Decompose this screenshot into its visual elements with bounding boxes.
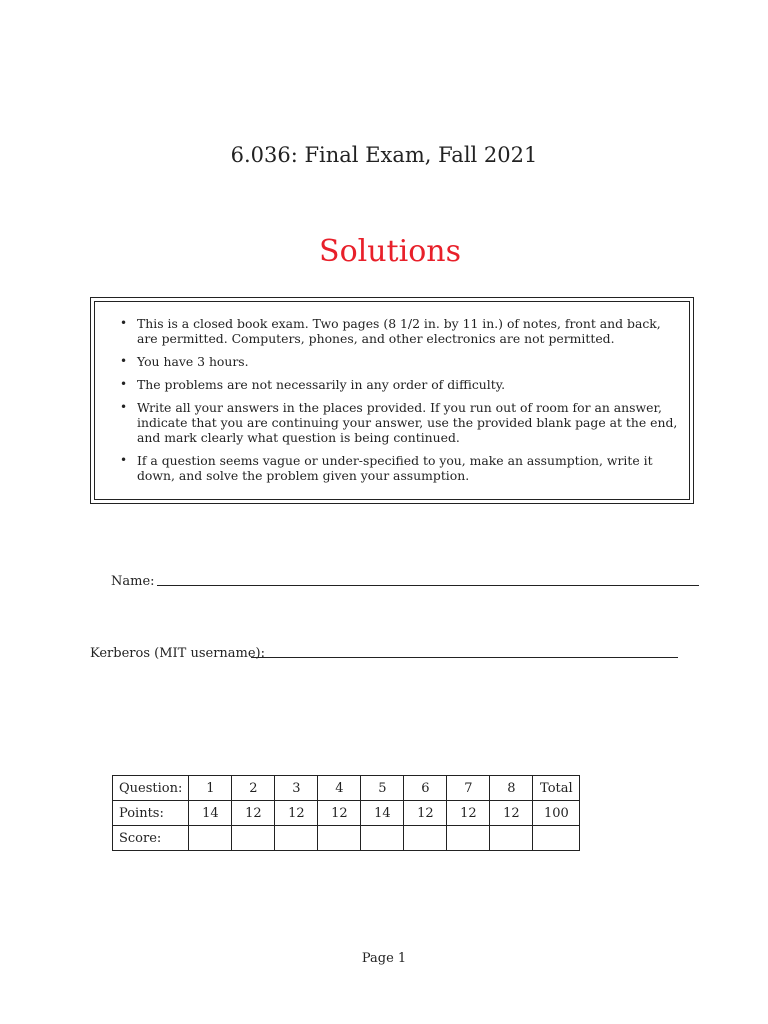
question-number: 3 [275,776,318,801]
points-value: 12 [232,801,275,826]
points-value: 14 [361,801,404,826]
bullet-icon: • [120,316,128,330]
instruction-text: Write all your answers in the places provided. If you run out of room for an answer, indicate that you are continuing your answer, use the provided blank page at the end, and mark clearly what question is being continued. [137,400,678,445]
score-cell[interactable] [361,826,404,851]
points-value: 12 [318,801,361,826]
score-cell[interactable] [404,826,447,851]
instruction-text: This is a closed book exam. Two pages (8 1/2 in. by 11 in.) of notes, front and back, are permitted. Computers, phones, and other electronics are not permitted. [137,316,661,346]
score-cell[interactable] [275,826,318,851]
row-header-points: Points: [113,801,189,826]
kerberos-field-line[interactable] [251,657,678,658]
question-row [113,776,580,801]
question-number: 5 [361,776,404,801]
question-number: 7 [447,776,490,801]
score-total-cell[interactable] [533,826,580,851]
row-header-question: Question: [113,776,189,801]
instruction-item [120,354,685,369]
points-total: 100 [533,801,580,826]
question-number: 1 [189,776,232,801]
score-cell[interactable] [232,826,275,851]
instruction-item [120,400,685,445]
score-table [112,775,580,851]
question-number: 6 [404,776,447,801]
bullet-icon: • [120,377,128,391]
instructions-list [120,316,685,491]
question-number: 2 [232,776,275,801]
score-cell[interactable] [189,826,232,851]
points-value: 12 [404,801,447,826]
instruction-item [120,453,685,483]
question-number: 8 [490,776,533,801]
score-cell[interactable] [318,826,361,851]
page-number: Page 1 [361,951,407,966]
points-value: 12 [447,801,490,826]
points-row [113,801,580,826]
bullet-icon: • [120,453,128,467]
name-field-line[interactable] [157,585,699,586]
instruction-item [120,377,685,392]
instruction-item [120,316,685,346]
score-cell[interactable] [490,826,533,851]
bullet-icon: • [120,400,128,414]
instructions-inner-border [94,301,690,500]
bullet-icon: • [120,354,128,368]
points-value: 12 [490,801,533,826]
instruction-text: If a question seems vague or under-specified to you, make an assumption, write it down, and solve the problem given your assumption. [137,453,653,483]
instruction-text: The problems are not necessarily in any order of difficulty. [137,377,506,392]
instructions-box [90,297,694,504]
points-value: 12 [275,801,318,826]
instruction-text: You have 3 hours. [137,354,249,369]
question-number: 4 [318,776,361,801]
score-row [113,826,580,851]
score-cell[interactable] [447,826,490,851]
exam-title: 6.036: Final Exam, Fall 2021 [230,143,538,167]
solutions-heading: Solutions [319,234,461,269]
kerberos-label: Kerberos (MIT username): [90,646,265,661]
total-header: Total [533,776,580,801]
row-header-score: Score: [113,826,189,851]
points-value: 14 [189,801,232,826]
name-label: Name: [111,574,155,589]
